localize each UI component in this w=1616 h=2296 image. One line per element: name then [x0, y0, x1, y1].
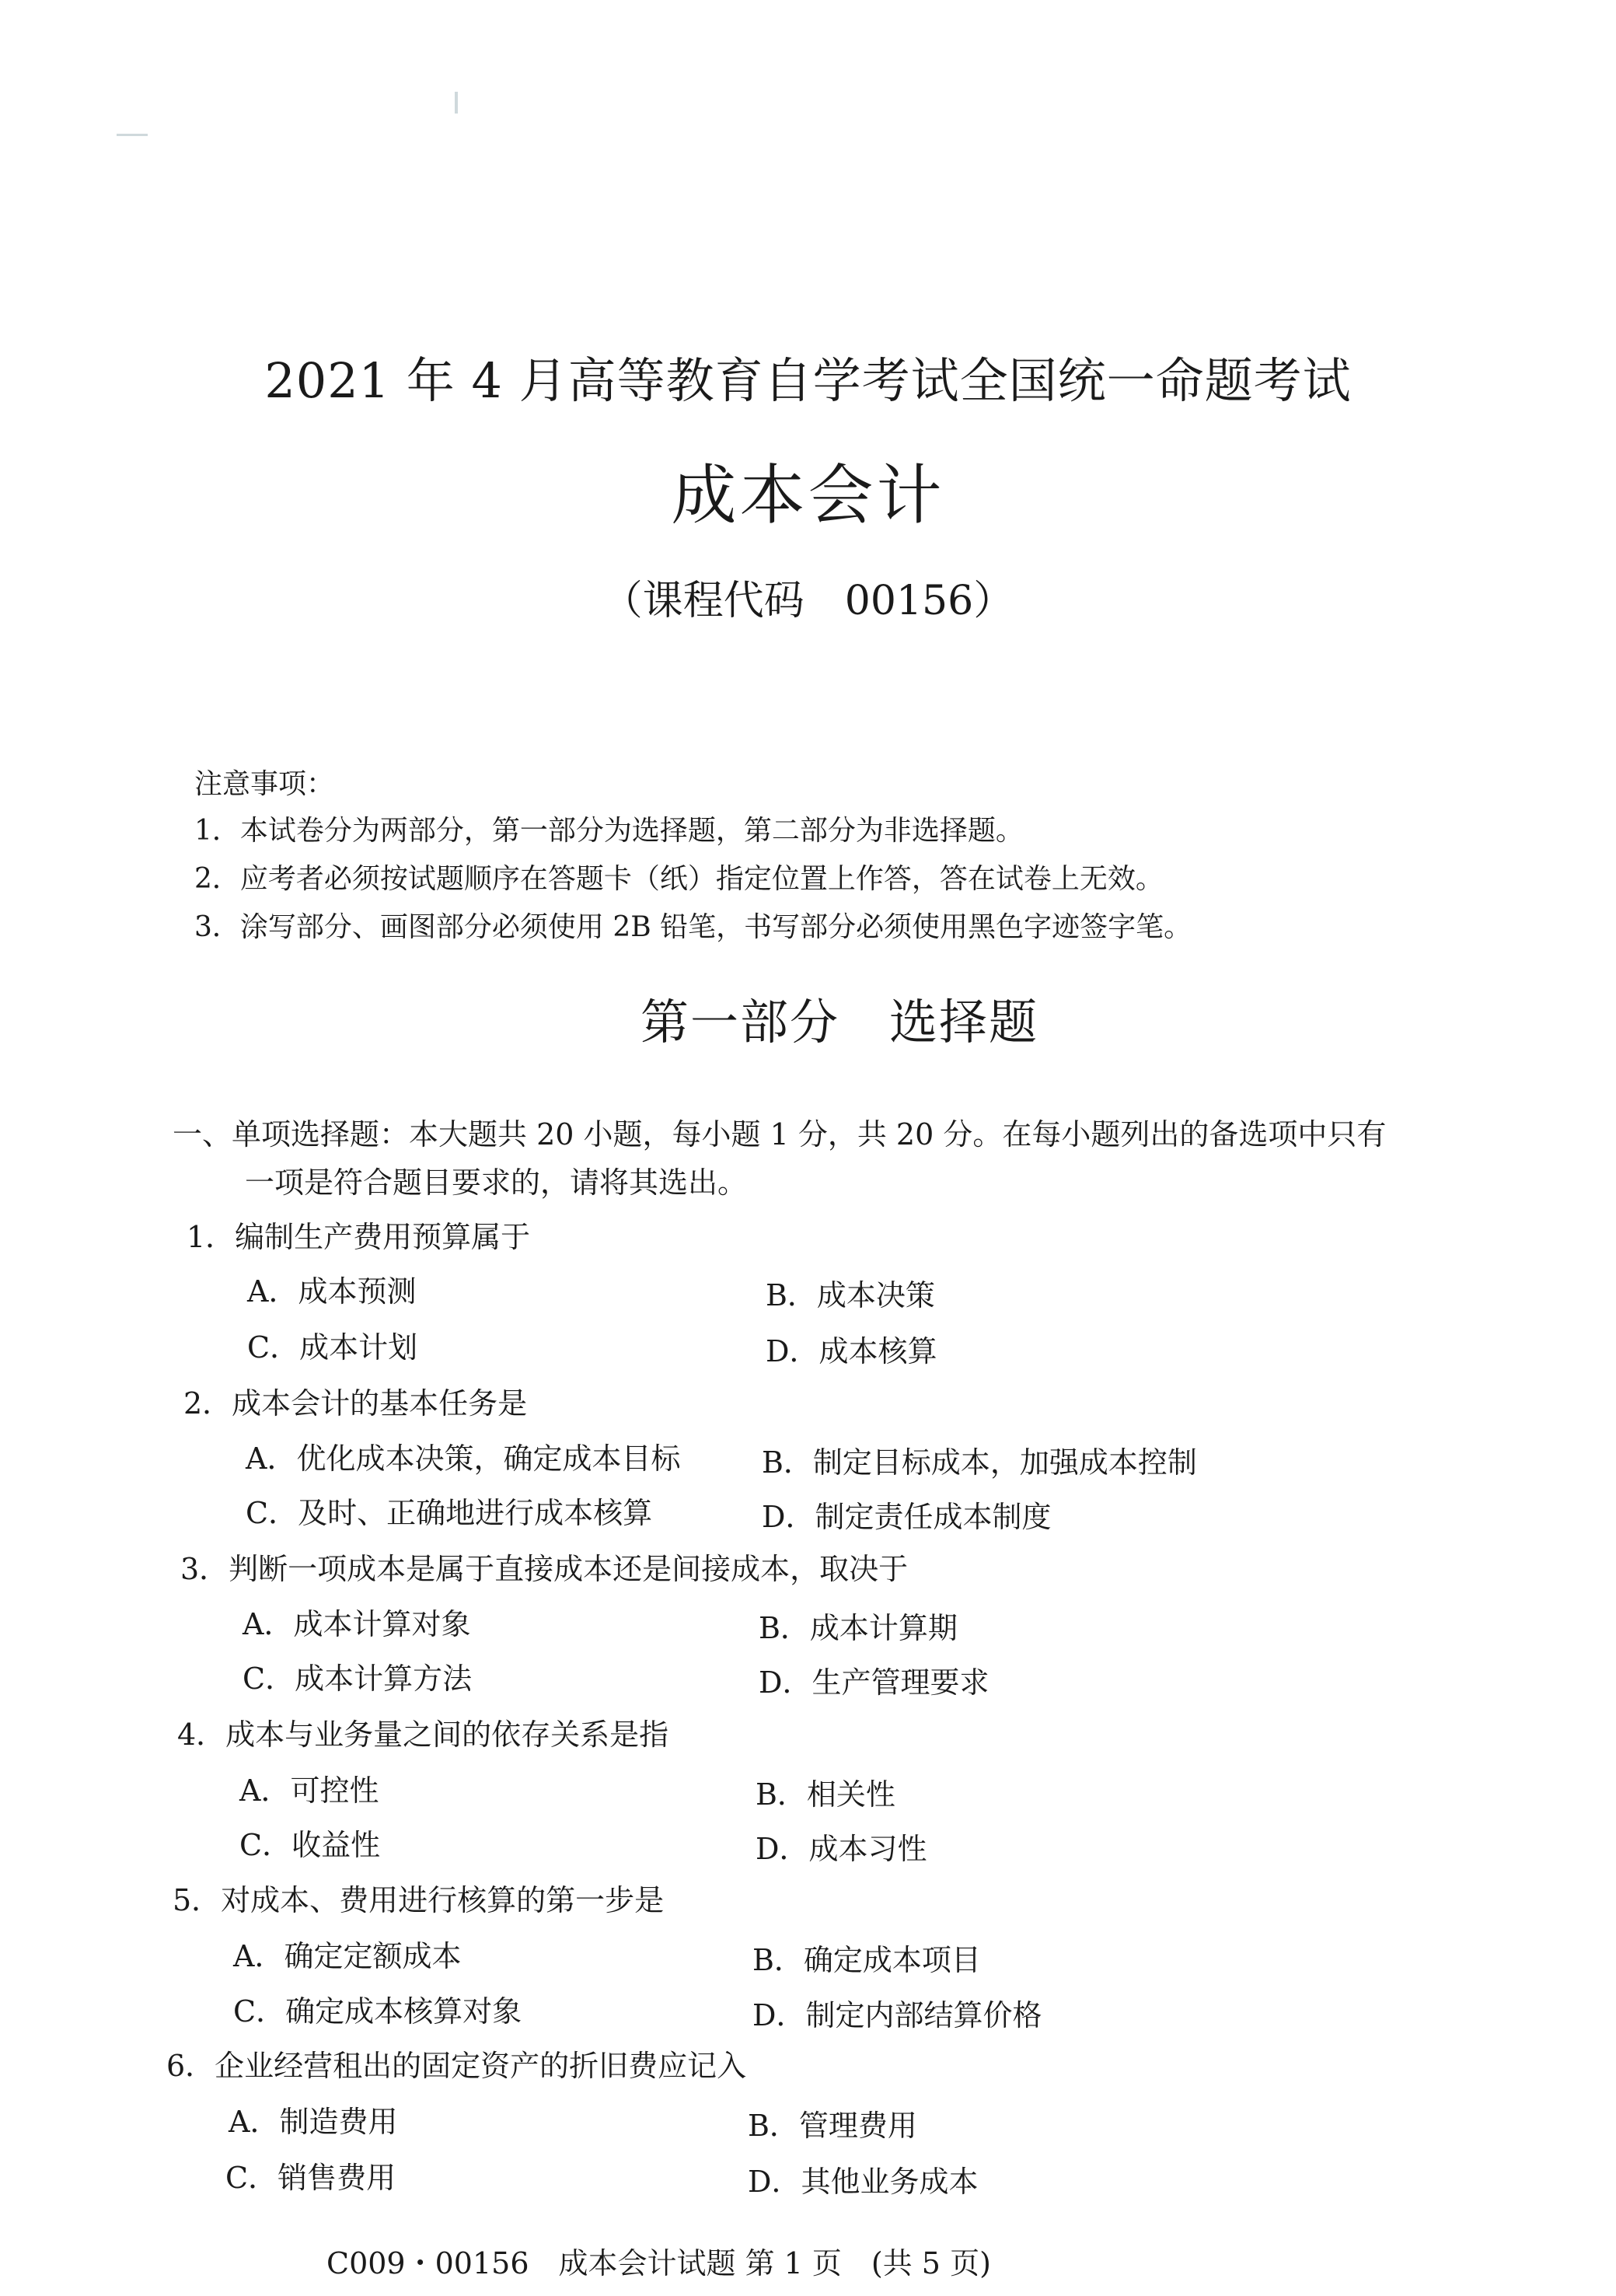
option-b: B．确定成本项目: [752, 1943, 981, 1977]
option-c: C．成本计算方法: [243, 1662, 473, 1696]
option-d: D．成本习性: [756, 1832, 927, 1866]
option-c: C．确定成本核算对象: [233, 1994, 522, 2029]
question-stem: 5．对成本、费用进行核算的第一步是: [173, 1883, 665, 1917]
subject-title: 成本会计: [671, 457, 945, 533]
part-title: 第一部分 选择题: [640, 994, 1038, 1050]
option-a: A．成本计算对象: [243, 1607, 471, 1641]
section-instruction: 一项是符合题目要求的，请将其选出。: [245, 1165, 748, 1200]
option-b: B．管理费用: [748, 2109, 917, 2143]
question-stem: 4．成本与业务量之间的依存关系是指: [177, 1718, 669, 1752]
option-b: B．成本决策: [766, 1278, 935, 1312]
question-stem: 2．成本会计的基本任务是: [183, 1386, 528, 1421]
option-c: C．成本计划: [247, 1330, 418, 1365]
course-code: （课程代码 00156）: [602, 578, 1014, 624]
notice-item: 3．涂写部分、画图部分必须使用 2B 铅笔，书写部分必须使用黑色字迹签字笔。: [194, 911, 1192, 943]
notice-item: 2．应考者必须按试题顺序在答题卡（纸）指定位置上作答，答在试卷上无效。: [194, 863, 1164, 895]
section-instruction: 一、单项选择题：本大题共 20 小题，每小题 1 分，共 20 分。在每小题列出的备选项中只有: [173, 1117, 1387, 1151]
question-stem: 6．企业经营租出的固定资产的折旧费应记入: [166, 2049, 747, 2083]
question-stem: 1．编制生产费用预算属于: [187, 1220, 531, 1254]
option-a: A．制造费用: [229, 2105, 398, 2139]
option-c: C．收益性: [239, 1828, 381, 1862]
page-footer: C009・00156 成本会计试题 第 1 页 (共 5 页): [326, 2246, 991, 2280]
option-c: C．及时、正确地进行成本核算: [246, 1496, 653, 1530]
option-d: D．生产管理要求: [759, 1665, 989, 1700]
option-c: C．销售费用: [225, 2161, 396, 2195]
scan-speck: [117, 134, 148, 136]
option-d: D．成本核算: [766, 1334, 937, 1368]
option-a: A．可控性: [239, 1774, 379, 1808]
scan-speck: [455, 92, 458, 114]
option-d: D．制定内部结算价格: [752, 1998, 1042, 2032]
option-b: B．相关性: [756, 1777, 895, 1812]
option-a: A．优化成本决策，确定成本目标: [246, 1442, 681, 1476]
option-d: D．其他业务成本: [748, 2165, 979, 2199]
option-a: A．确定定额成本: [233, 1939, 462, 1973]
notice-heading: 注意事项：: [194, 768, 335, 800]
exam-title: 2021 年 4 月高等教育自学考试全国统一命题考试: [264, 352, 1352, 409]
question-stem: 3．判断一项成本是属于直接成本还是间接成本，取决于: [180, 1552, 909, 1586]
option-d: D．制定责任成本制度: [762, 1500, 1052, 1534]
option-a: A．成本预测: [247, 1274, 417, 1309]
notice-item: 1．本试卷分为两部分，第一部分为选择题，第二部分为非选择题。: [194, 815, 1024, 847]
option-b: B．制定目标成本，加强成本控制: [762, 1445, 1197, 1480]
option-b: B．成本计算期: [759, 1611, 958, 1645]
